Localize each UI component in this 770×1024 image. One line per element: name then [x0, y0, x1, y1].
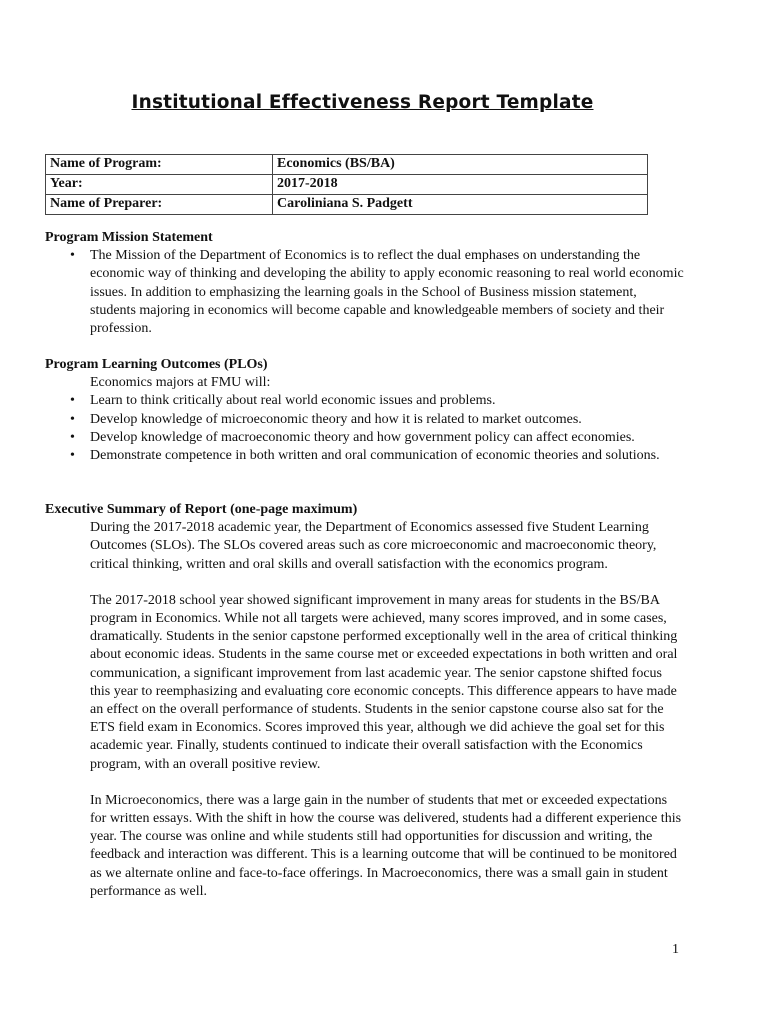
- list-item: • Learn to think critically about real world economic issues and problems.: [45, 392, 685, 410]
- preparer-value: Caroliniana S. Padgett: [273, 195, 648, 215]
- list-item: • Demonstrate competence in both written and oral communication of economic theories and solutions.: [45, 447, 685, 465]
- mission-section: [45, 229, 685, 338]
- page-number: 1: [672, 942, 679, 957]
- mission-heading: Program Mission Statement: [45, 230, 213, 245]
- list-item: • The Mission of the Department of Economics is to reflect the dual emphases on understanding the economic way of thinking and developing the ability to apply economic reasoning to real world economic issues. In addition to emphasizing the learning goals in the School of Business mission statement, students majoring in economics will become capable and knowledgeable members of society and their profession.: [45, 247, 685, 338]
- table-row: [46, 155, 648, 175]
- year-label: Year:: [46, 175, 273, 195]
- plo-section: [45, 356, 685, 465]
- table-row: [46, 195, 648, 215]
- preparer-label: Name of Preparer:: [46, 195, 273, 215]
- summary-paragraph: The 2017-2018 school year showed significant improvement in many areas for students in the BS/BA program in Economics. While not all targets were achieved, many scores improved, and in some cases, dramatically. Students in the senior capstone performed exceptionally well in the area of critical thinking about economic ideas. Students in the same course met or exceeded expectations in both written and oral communication, a significant improvement from last academic year. The senior capstone shifted focus this year to reemphasizing and evaluating core economic concepts. This difference appears to have made an effect on the overall performance of students. Students in the senior capstone course also sat for the ETS field exam in Economics. Scores improved this year, although we did achieve the goal set for this academic year. Finally, students continued to indicate their overall satisfaction with the Economics program, with an overall positive review.: [90, 592, 678, 772]
- program-info-table: [45, 154, 648, 215]
- year-value: 2017-2018: [273, 175, 648, 195]
- summary-body: [45, 519, 685, 901]
- list-item: • Develop knowledge of microeconomic theory and how it is related to market outcomes.: [45, 411, 685, 429]
- summary-heading: Executive Summary of Report (one-page maximum): [45, 502, 358, 517]
- program-value: Economics (BS/BA): [273, 155, 648, 175]
- summary-paragraph: In Microeconomics, there was a large gain in the number of students that met or exceeded expectations for written essays. With the shift in how the course was delivered, students had a different experience this year. The course was online and while students still had opportunities for discussion and writing, the feedback and interaction was different. This is a learning outcome that will be continued to be monitored as we alternate online and face-to-face offerings. In Macroeconomics, there was a small gain in student performance as well.: [90, 792, 682, 899]
- program-label: Name of Program:: [46, 155, 273, 175]
- plo-intro: Economics majors at FMU will:: [90, 375, 271, 391]
- plo-list: [45, 392, 685, 465]
- mission-list: [45, 247, 685, 338]
- table-row: [46, 175, 648, 195]
- list-item: • Develop knowledge of macroeconomic theory and how government policy can affect economies.: [45, 429, 685, 447]
- page-title: Institutional Effectiveness Report Template: [131, 92, 594, 113]
- summary-section: [45, 501, 685, 901]
- summary-paragraph: During the 2017-2018 academic year, the Department of Economics assessed five Student Learning Outcomes (SLOs). The SLOs covered areas such as core microeconomic and macroeconomic theory, critical thinking, written and oral skills and overall satisfaction with the economics program.: [90, 520, 657, 572]
- plo-heading: Program Learning Outcomes (PLOs): [45, 357, 268, 372]
